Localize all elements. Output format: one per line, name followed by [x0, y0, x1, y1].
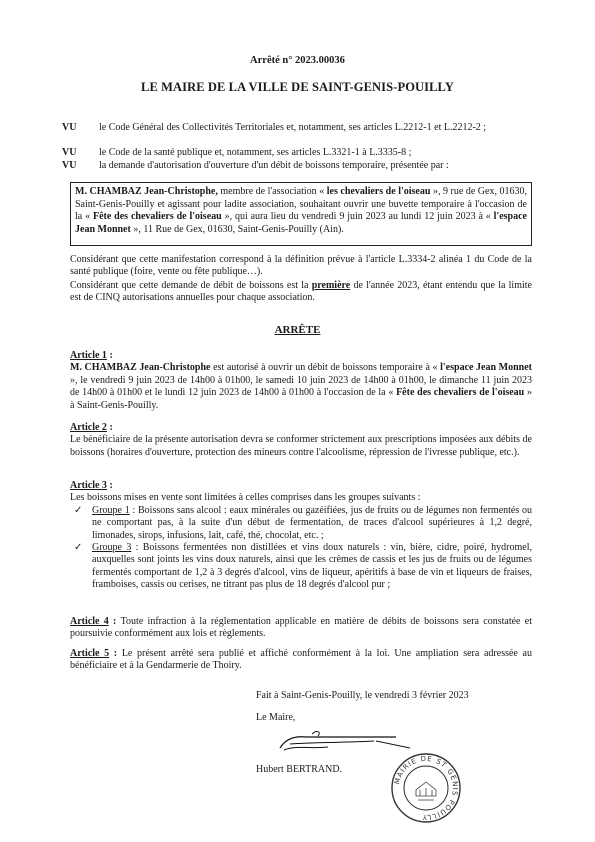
- heading-separator: :: [106, 350, 113, 361]
- article-text: » à Saint-Genis-Pouilly.: [70, 387, 532, 411]
- signatory-name: Hubert BERTRAND.: [256, 764, 343, 775]
- visa-label: VU: [62, 147, 77, 158]
- signature-role: Le Maire,: [256, 712, 296, 723]
- applicant-name: M. CHAMBAZ Jean-Christophe: [70, 362, 211, 374]
- association-name: les chevaliers de l'oiseau: [326, 186, 431, 197]
- article-text: Le bénéficiaire de la présente autorisation devra se conformer strictement aux prescriptions imposées aux débits de boissons (horaires d'ouverture, protection des mineurs contre l'alcoolisme, répression de l'ivresse publique, etc.).: [70, 434, 532, 458]
- stamp-text: MAIRIE DE ST GENIS POUILLY: [393, 754, 460, 822]
- article-3: [70, 480, 532, 592]
- visa-text: la demande d'autorisation d'ouverture d'un débit de boissons temporaire, présentée par :: [99, 160, 449, 171]
- article-2: [70, 422, 532, 459]
- article-text: Les boissons mises en vente sont limitées à celles comprises dans les groupes suivants :: [70, 492, 421, 504]
- considerant-text: de l'année 2023, étant entendu que la limite est de CINQ autorisations annuelles pour chaque association.: [70, 280, 532, 304]
- signature-place-date: Fait à Saint-Genis-Pouilly, le vendredi 3 février 2023: [256, 690, 469, 701]
- visa-text: le Code de la santé publique et, notamment, ses articles L.3321-1 à L.3335-8 ;: [99, 147, 412, 158]
- article-text: est autorisé à ouvrir un débit de boissons temporaire à «: [210, 362, 441, 374]
- group-name: Groupe 3: [92, 542, 132, 554]
- list-item: [70, 505, 532, 542]
- heading-separator: :: [106, 422, 113, 433]
- article-1-heading: Article 1: [70, 350, 107, 361]
- group-name: Groupe 1: [92, 504, 130, 516]
- article-3-heading: Article 3: [70, 480, 107, 491]
- list-item: [70, 542, 532, 592]
- request-text: membre de l'association «: [217, 186, 327, 197]
- venue-name: l'espace Jean Monnet: [440, 362, 533, 374]
- request-text: », 9 rue de Gex, 01630, Saint-Genis-Pouilly et agissant pour ladite association, souhaitant ouvrir une buvette temporaire à l'occasion de la «: [75, 186, 527, 222]
- applicant-name: M. CHAMBAZ Jean-Christophe,: [75, 186, 218, 197]
- heading-separator: :: [109, 648, 122, 659]
- considerant-1: Considérant que cette manifestation correspond à la définition prévue à l'article L.3334-2 alinéa 1 du Code de la santé publique (foire, vente ou fête publique…).: [70, 254, 532, 278]
- article-text: Le présent arrêté sera publié et affiché conformément à la loi. Une ampliation sera adressée au bénéficiaire et à la Gendarmerie de Thoiry.: [70, 648, 532, 672]
- heading-separator: :: [106, 480, 113, 491]
- arrete-heading: ARRÊTE: [274, 324, 321, 336]
- request-text: », qui aura lieu du vendredi 9 juin 2023 au lundi 12 juin 2023 à «: [221, 211, 494, 222]
- article-1: [70, 350, 532, 412]
- considerant-2: [70, 280, 532, 305]
- checkmark-icon: ✓: [74, 542, 83, 554]
- visa-text: le Code Général des Collectivités Territoriales et, notamment, ses articles L.2212-1 et L.2212-2 ;: [99, 122, 487, 133]
- event-name: Fête des chevaliers de l'oiseau: [396, 387, 525, 399]
- first-request-word: première: [311, 280, 351, 291]
- request-text: », 11 Rue de Gex, 01630, Saint-Genis-Pouilly (Ain).: [130, 223, 344, 235]
- venue-name: l'espace Jean Monnet: [75, 211, 527, 235]
- checkmark-icon: ✓: [74, 504, 83, 516]
- article-5: [70, 648, 532, 673]
- decree-reference: Arrêté n° 2023.00036: [250, 55, 345, 66]
- event-name: Fête des chevaliers de l'oiseau: [92, 211, 222, 222]
- visa-2: [62, 147, 532, 160]
- visa-label: VU: [62, 122, 77, 133]
- article-text: Toute infraction à la réglementation applicable en matière de débits de boissons sera constatée et poursuivie conformément aux lois et règlements.: [70, 616, 532, 640]
- article-4: [70, 616, 532, 641]
- article-2-heading: Article 2: [70, 422, 107, 433]
- heading-separator: :: [108, 616, 121, 627]
- group-text: : Boissons sans alcool : eaux minérales ou gazéifiées, jus de fruits ou de légumes non fermentés ou ne comportant pas, à la suite d'un début de fermentation, de traces d'alcool supérieures à 1,2 degré, limonades, sirops, infusions, lait, café, thé, chocolat, etc. ;: [92, 504, 532, 541]
- request-box: [70, 182, 532, 246]
- visa-3: [62, 160, 532, 173]
- article-text: », le vendredi 9 juin 2023 de 14h00 à 01h00, le samedi 10 juin 2023 de 14h00 à 01h00, le dimanche 11 juin 2023 de 14h00 à 01h00 et le lundi 12 juin 2023 de 14h00 à 01h00 à l'occasion de la «: [70, 374, 532, 399]
- group-text: : Boissons fermentées non distillées et vins doux naturels : vin, bière, cidre, poiré, hydromel, auxquelles sont joints les vins doux naturels, ainsi que les crèmes de cassis et les jus de fruits ou de légumes fermentés comportant de 1,2 à 3 degrés d'alcool, vins de liqueur, apéritifs à base de vin et liqueurs de fraises, framboises, cassis ou cerises, ne titrant pas plus de 18 degrés d'alcool pur ;: [92, 542, 532, 591]
- article-5-heading: Article 5: [70, 648, 110, 659]
- visa-1: [62, 122, 532, 148]
- article-4-heading: Article 4: [70, 616, 109, 627]
- beverage-groups-list: [70, 505, 532, 592]
- municipal-stamp: [390, 752, 462, 824]
- document-title: LE MAIRE DE LA VILLE DE SAINT-GENIS-POUILLY: [141, 80, 454, 94]
- considerant-text: Considérant que cette demande de débit de boissons est la: [70, 280, 312, 291]
- visa-label: VU: [62, 160, 77, 171]
